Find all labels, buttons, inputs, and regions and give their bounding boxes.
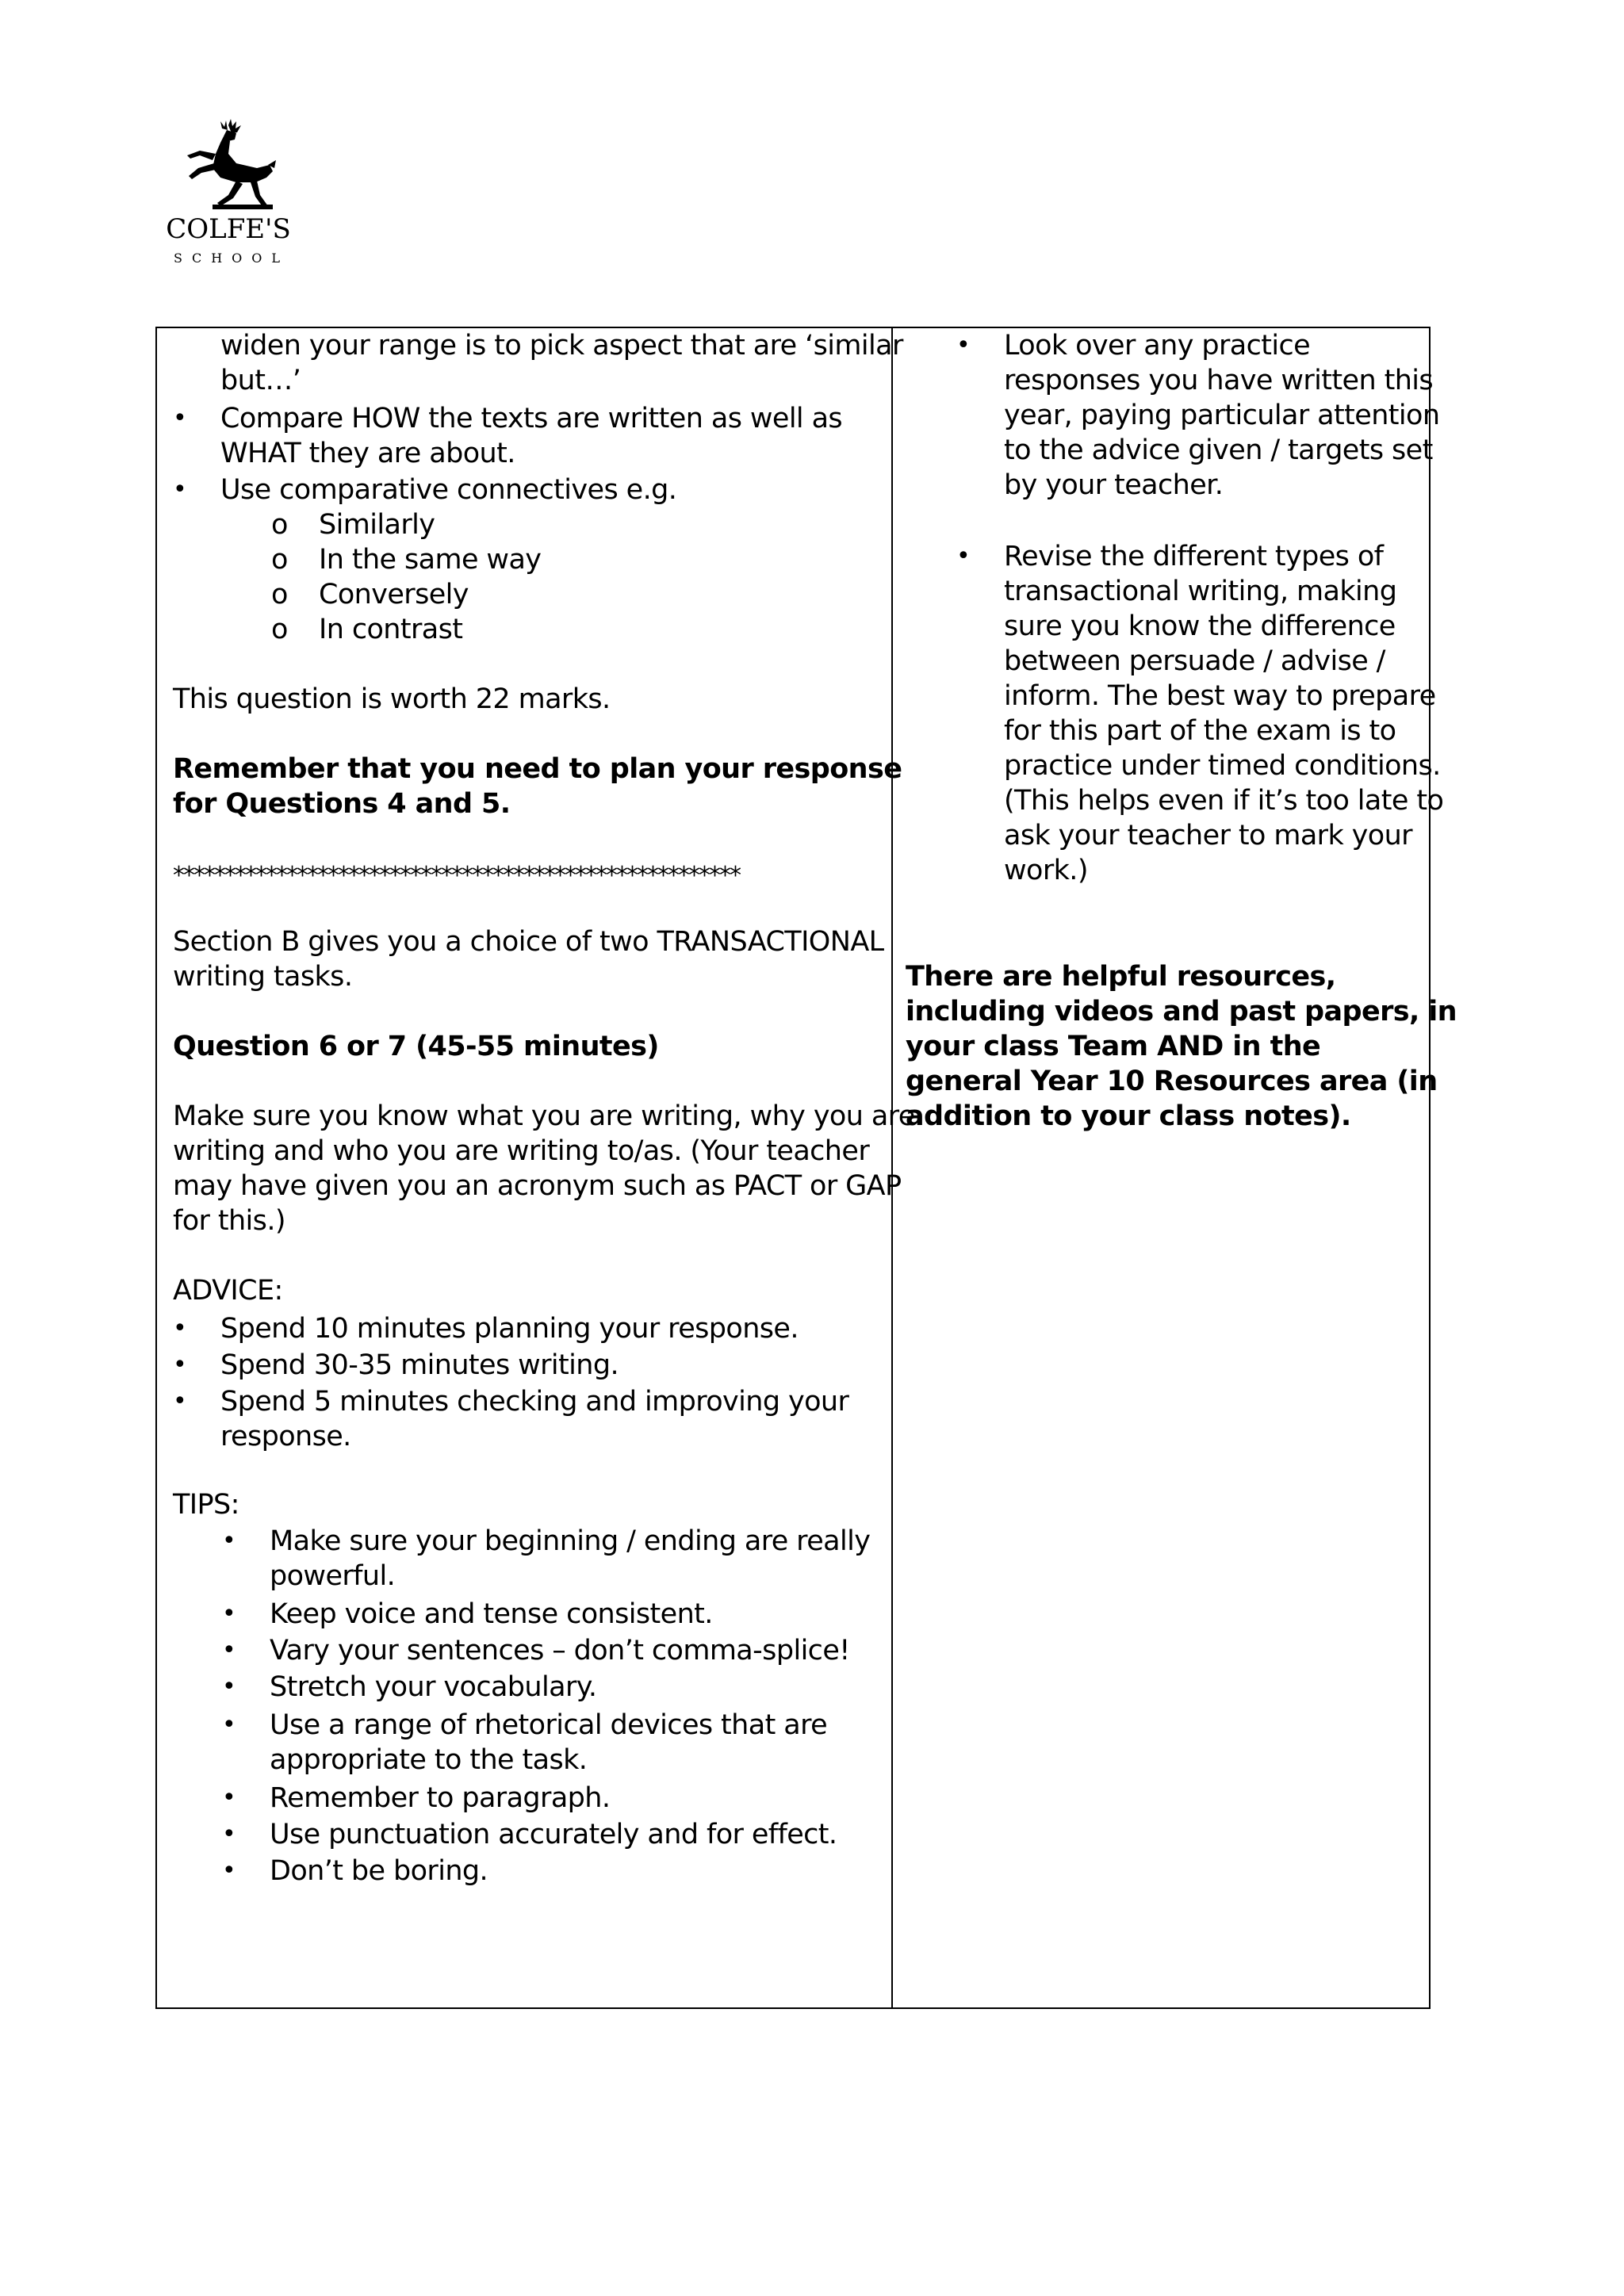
sub-bullet-icon: o (271, 544, 288, 576)
make-sure-line-3: may have given you an acronym such as PACT or GAP (173, 1170, 902, 1202)
bullet-icon: • (222, 1673, 236, 1701)
sub-bullet-icon: o (271, 509, 288, 541)
tip-item: Vary your sentences – don’t comma-splice! (270, 1635, 850, 1667)
marks-text: This question is worth 22 marks. (173, 683, 611, 715)
look-over-line: to the advice given / targets set (1004, 434, 1433, 466)
revise-line: (This helps even if it’s too late to (1004, 785, 1444, 817)
tip-item: Use punctuation accurately and for effect. (270, 1819, 837, 1850)
connective-item: Conversely (319, 579, 469, 610)
advice-heading: ADVICE: (173, 1275, 283, 1307)
tip-item: Remember to paragraph. (270, 1782, 611, 1814)
bullet-icon: • (222, 1636, 236, 1664)
revise-line: practice under timed conditions. (1004, 750, 1441, 782)
tip-item: Keep voice and tense consistent. (270, 1598, 713, 1630)
make-sure-line-1: Make sure you know what you are writing, why you are (173, 1100, 915, 1132)
bullet-icon: • (222, 1711, 236, 1739)
revise-line: Revise the different types of (1004, 541, 1384, 572)
tip-item: Use a range of rhetorical devices that are (270, 1709, 828, 1741)
bullet-icon: • (956, 331, 971, 359)
bullet-icon: • (173, 1314, 187, 1342)
school-logo (165, 119, 300, 277)
resources-line: general Year 10 Resources area (in (906, 1066, 1438, 1097)
revise-line: for this part of the exam is to (1004, 715, 1396, 747)
revise-line: inform. The best way to prepare (1004, 680, 1436, 712)
intro-line-2: but…’ (220, 365, 301, 396)
look-over-line: year, paying particular attention (1004, 400, 1440, 431)
tip-item: Make sure your beginning / ending are really (270, 1525, 871, 1557)
make-sure-line-2: writing and who you are writing to/as. (Your teacher (173, 1135, 870, 1167)
section-b-line-1: Section B gives you a choice of two TRANSACTIONAL (173, 926, 884, 958)
question-heading: Question 6 or 7 (45-55 minutes) (173, 1031, 659, 1062)
bullet-icon: • (222, 1600, 236, 1628)
advice-item: Spend 30-35 minutes writing. (220, 1349, 619, 1381)
right-column (893, 328, 1457, 2007)
separator-stars: ******************************************************* (173, 862, 740, 890)
bullet-icon: • (173, 404, 187, 432)
resources-line: addition to your class notes). (906, 1100, 1351, 1132)
bullet-icon: • (173, 1351, 187, 1379)
tips-heading: TIPS: (173, 1489, 239, 1521)
bullet-icon: • (956, 542, 971, 570)
revise-line: between persuade / advise / (1004, 645, 1385, 677)
school-name: COLFE'S (166, 213, 291, 245)
look-over-line: by your teacher. (1004, 469, 1224, 501)
plan-line-1: Remember that you need to plan your response (173, 753, 902, 785)
tip-item: appropriate to the task. (270, 1744, 588, 1776)
tip-item: Don’t be boring. (270, 1855, 488, 1887)
connective-item: In the same way (319, 544, 542, 576)
bullet-icon: • (222, 1820, 236, 1848)
revise-line: ask your teacher to mark your (1004, 820, 1412, 851)
resources-line: your class Team AND in the (906, 1031, 1321, 1062)
look-over-line: responses you have written this (1004, 365, 1434, 396)
advice-item: response. (220, 1421, 351, 1452)
make-sure-line-4: for this.) (173, 1205, 285, 1237)
sub-bullet-icon: o (271, 579, 288, 610)
bullet-icon: • (222, 1527, 236, 1555)
revision-table (155, 327, 1457, 2009)
section-b-line-2: writing tasks. (173, 961, 353, 993)
revise-line: sure you know the difference (1004, 610, 1396, 642)
tip-item: Stretch your vocabulary. (270, 1671, 597, 1703)
bullet-icon: • (222, 1784, 236, 1812)
compare-line-1: Compare HOW the texts are written as well as (220, 403, 843, 434)
connective-item: Similarly (319, 509, 435, 541)
school-subtitle: SCHOOL (173, 251, 289, 266)
connective-item: In contrast (319, 614, 463, 645)
bullet-icon: • (173, 1387, 187, 1415)
plan-line-2: for Questions 4 and 5. (173, 788, 511, 820)
left-column (157, 328, 915, 2007)
advice-item: Spend 5 minutes checking and improving your (220, 1386, 849, 1418)
intro-line-1: widen your range is to pick aspect that are ‘similar (220, 330, 903, 362)
tip-item: powerful. (270, 1560, 396, 1592)
resources-line: including videos and past papers, in (906, 996, 1457, 1027)
look-over-line: Look over any practice (1004, 330, 1311, 362)
revise-line: work.) (1004, 855, 1088, 886)
bullet-icon: • (173, 476, 187, 503)
compare-line-2: WHAT they are about. (220, 438, 515, 469)
revise-line: transactional writing, making (1004, 576, 1397, 607)
resources-line: There are helpful resources, (906, 961, 1336, 993)
connectives-intro: Use comparative connectives e.g. (220, 474, 677, 506)
bullet-icon: • (222, 1857, 236, 1885)
sub-bullet-icon: o (271, 614, 288, 645)
advice-item: Spend 10 minutes planning your response. (220, 1313, 799, 1345)
leaping-stag-icon (181, 119, 276, 212)
